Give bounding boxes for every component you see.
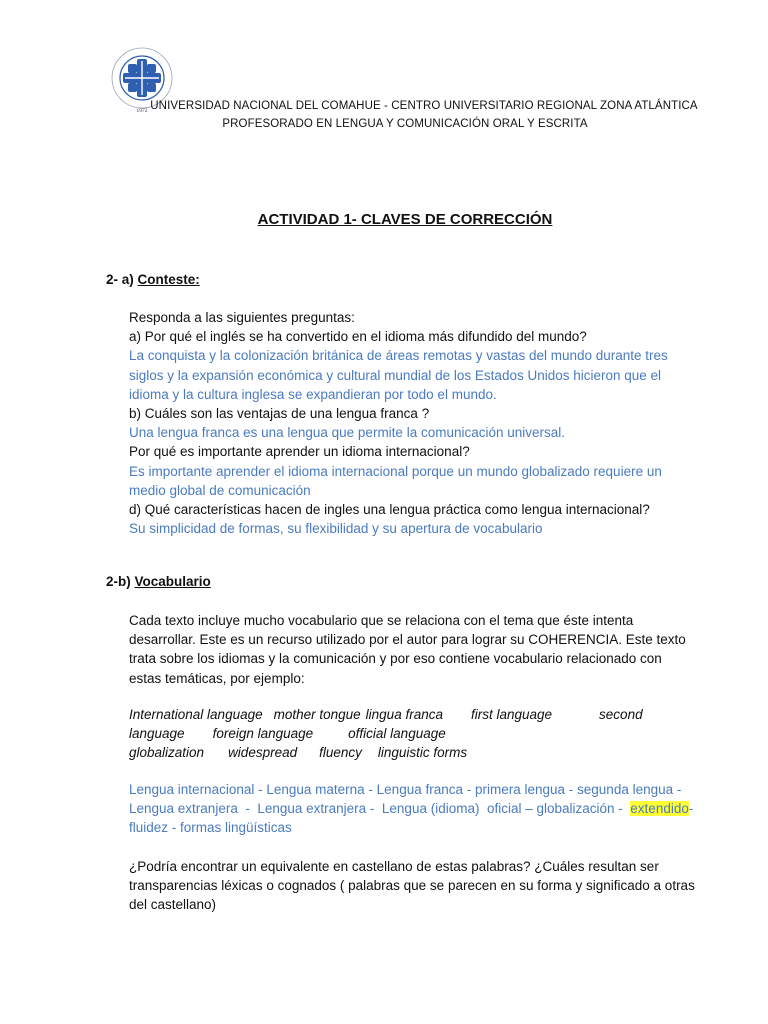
intro-line: Cada texto incluye mucho vocabulario que se relaciona con el tema que éste intenta bbox=[129, 613, 634, 628]
english-term: linguistic forms bbox=[377, 745, 468, 761]
section-a-body bbox=[129, 308, 709, 538]
section-a-title: Conteste: bbox=[137, 272, 200, 287]
english-term: International language bbox=[129, 707, 263, 722]
question-line: d) Qué características hacen de ingles una lengua práctica como lengua internacional? bbox=[129, 501, 650, 517]
english-term: language bbox=[129, 726, 185, 742]
section-a-heading bbox=[106, 272, 200, 287]
english-terms-row bbox=[129, 743, 709, 762]
english-term: second bbox=[599, 707, 643, 722]
question-line: ¿Podría encontrar un equivalente en castellano de estas palabras? ¿Cuáles resultan ser bbox=[129, 859, 659, 874]
question-line: a) Por qué el inglés se ha convertido en el idioma más difundido del mundo? bbox=[129, 329, 587, 345]
section-b-prefix: 2-b) bbox=[106, 574, 135, 589]
spanish-terms-line bbox=[129, 799, 709, 818]
english-term: foreign language bbox=[212, 726, 314, 742]
english-term: widespread bbox=[228, 745, 298, 761]
answer-line: La conquista y la colonización británica de áreas remotas y vastas del mundo durante tres bbox=[129, 348, 668, 364]
spanish-terms-text: Lengua extranjera - Lengua extranjera - Lengua (idioma) oficial – globalización - bbox=[129, 801, 631, 817]
highlighted-term: extendido bbox=[630, 801, 689, 817]
spanish-terms-text: - bbox=[688, 801, 694, 817]
answer-line: medio global de comunicación bbox=[129, 482, 311, 498]
english-terms-row bbox=[129, 705, 709, 724]
header-university-line: UNIVERSIDAD NACIONAL DEL COMAHUE - CENTRO UNIVERSITARIO REGIONAL ZONA ATLÁNTICA bbox=[150, 100, 698, 112]
answer-line: siglos y la expansión económica y cultural mundial de los Estados Unidos hicieron que el bbox=[129, 367, 662, 383]
english-term: first language bbox=[470, 707, 553, 722]
english-term: globalization bbox=[129, 745, 205, 761]
question-line: b) Cuáles son las ventajas de una lengua franca ? bbox=[129, 405, 430, 421]
english-term: lingua franca bbox=[365, 707, 443, 722]
english-terms-row bbox=[129, 724, 709, 743]
vocabulary-intro bbox=[129, 611, 709, 688]
spanish-terms-line: fluidez - formas lingüísticas bbox=[129, 820, 292, 836]
intro-line: trata sobre los idiomas y la comunicación y por eso contiene vocabulario relacionado con bbox=[129, 651, 662, 667]
intro-line: desarrollar. Este es un recurso utilizado por el autor para lograr su COHERENCIA. Este texto bbox=[129, 632, 686, 648]
question-line: Por qué es importante aprender un idioma internacional? bbox=[129, 444, 470, 460]
english-term: fluency bbox=[319, 745, 362, 761]
question-line: del castellano) bbox=[129, 897, 217, 913]
english-term: mother tongue bbox=[273, 707, 361, 722]
question-line: Responda a las siguientes preguntas: bbox=[129, 310, 355, 325]
answer-line: Una lengua franca es una lengua que permite la comunicación universal. bbox=[129, 425, 566, 441]
intro-line: estas temáticas, por ejemplo: bbox=[129, 670, 305, 686]
section-b-title: Vocabulario bbox=[134, 574, 211, 589]
spanish-terms-line: Lengua internacional - Lengua materna - Lengua franca - primera lengua - segunda lengua - bbox=[129, 782, 682, 797]
svg-text:1972: 1972 bbox=[136, 108, 148, 114]
answer-line: Es importante aprender el idioma internacional porque un mundo globalizado requiere un bbox=[129, 463, 662, 479]
header-program-line: PROFESORADO EN LENGUA Y COMUNICACIÓN ORAL Y ESCRITA bbox=[222, 118, 588, 130]
english-term: official language bbox=[348, 726, 446, 742]
question-line: transparencias léxicas o cognados ( palabras que se parecen en su forma y significado a otras bbox=[129, 878, 695, 894]
section-b-heading bbox=[106, 574, 211, 589]
spanish-terms bbox=[129, 780, 709, 838]
answer-line: Su simplicidad de formas, su flexibilidad y su apertura de vocabulario bbox=[129, 521, 543, 537]
english-terms bbox=[129, 705, 709, 763]
section-a-prefix: 2- a) bbox=[106, 272, 138, 287]
page-title: ACTIVIDAD 1- CLAVES DE CORRECCIÓN bbox=[257, 211, 553, 228]
answer-line: idioma y la cultura inglesa se expandieran por todo el mundo. bbox=[129, 386, 497, 402]
question-paragraph bbox=[129, 857, 709, 915]
